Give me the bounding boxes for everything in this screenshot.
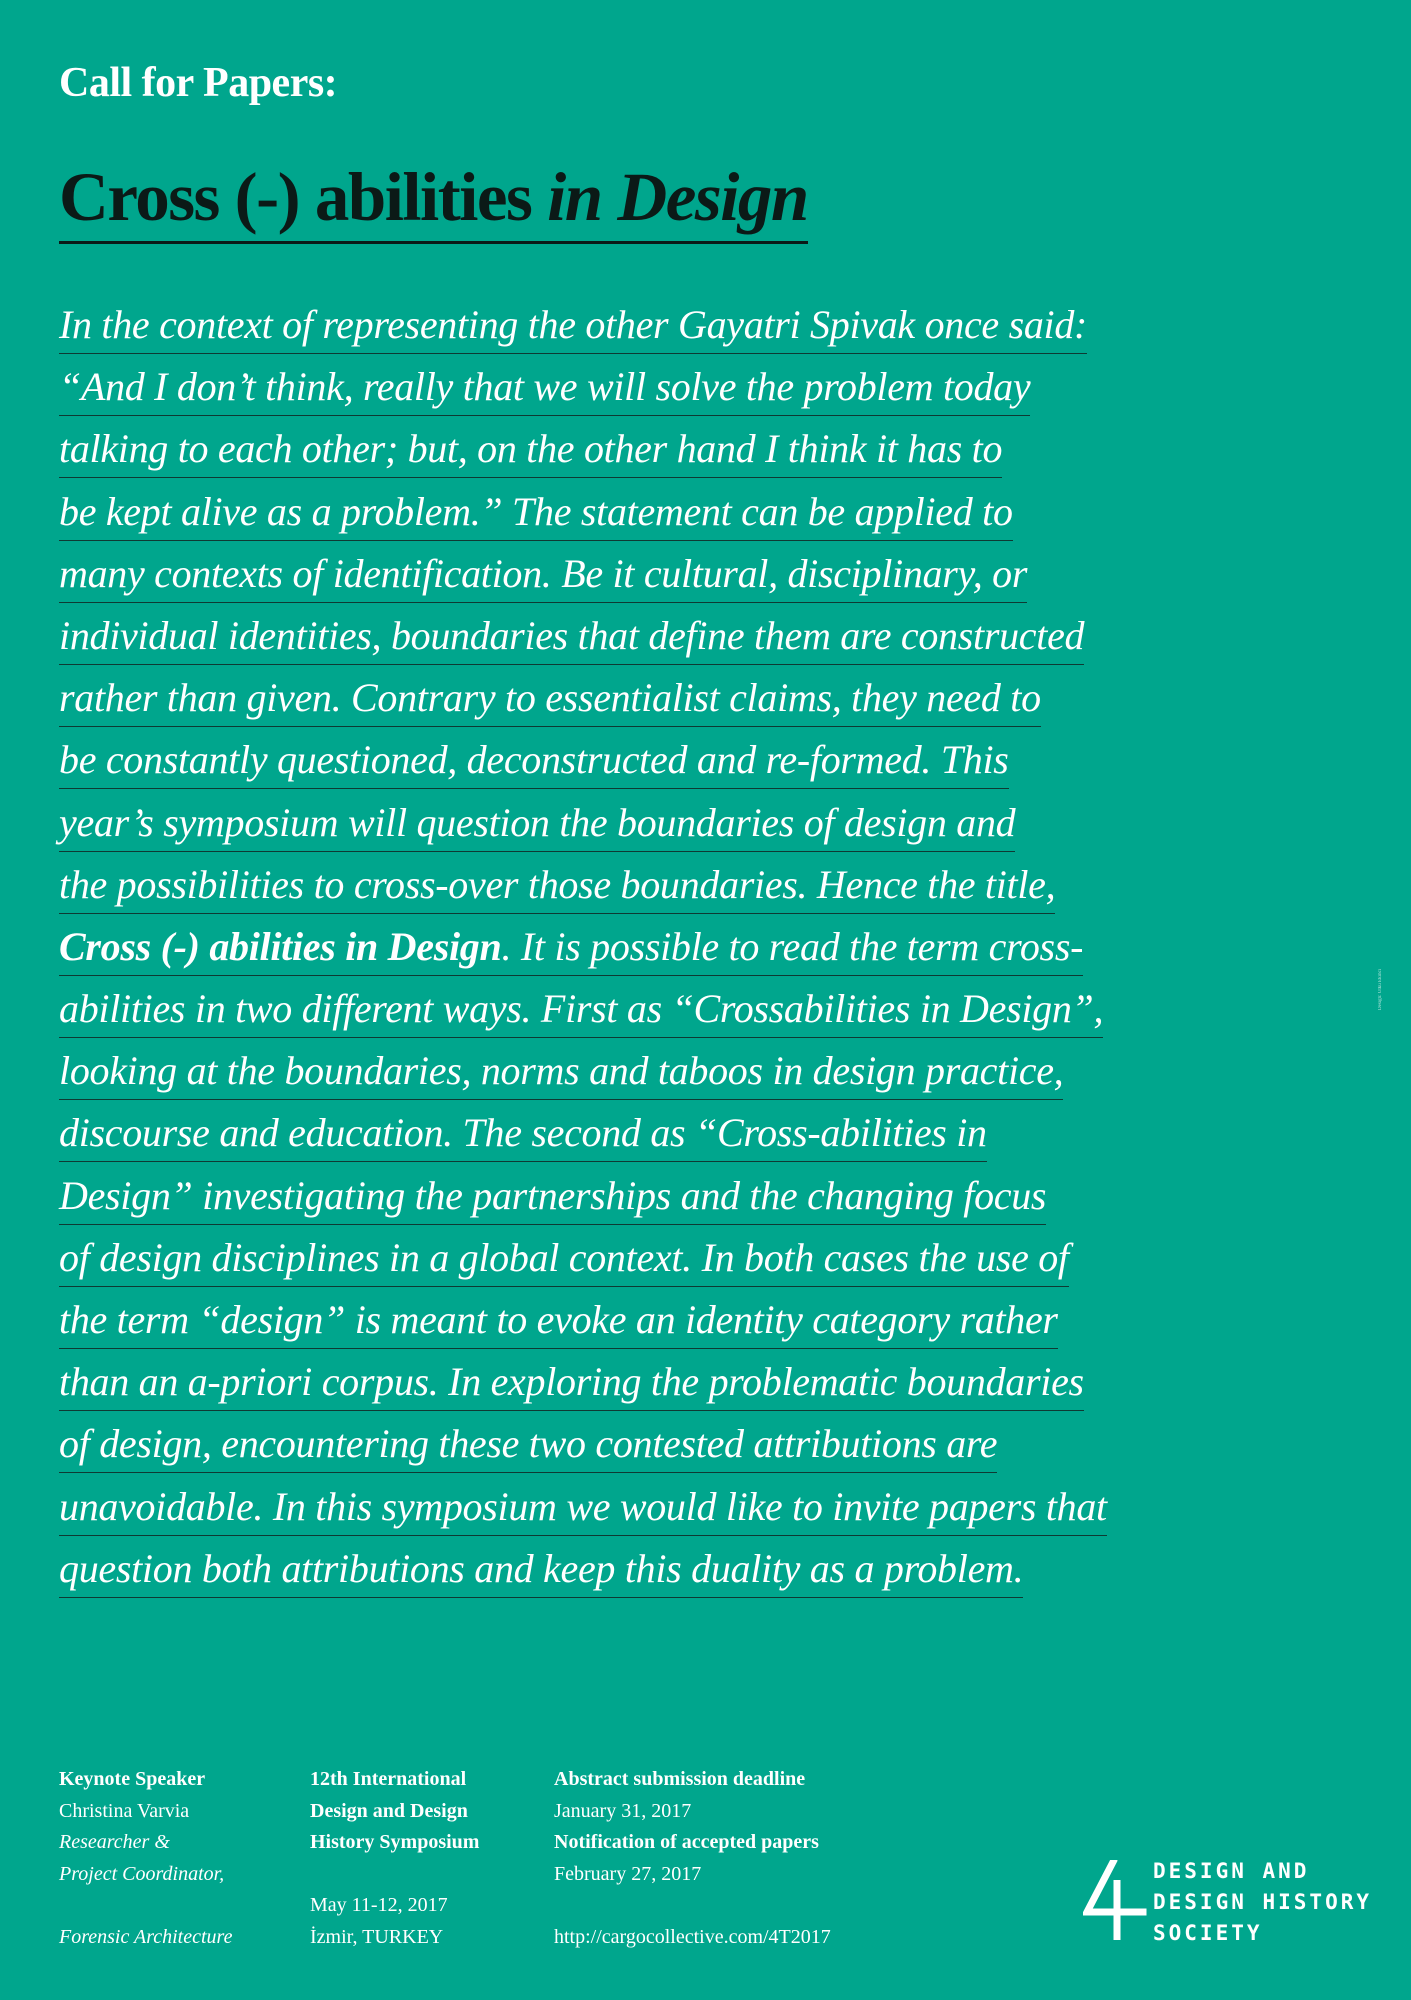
abstract-deadline-date: January 31, 2017 [554, 1799, 692, 1822]
abstract-deadline-heading: Abstract submission deadline [554, 1768, 806, 1790]
body-line: the term “design” is meant to evoke an identity category rather [59, 1291, 1229, 1349]
keynote-role-1: Researcher & [59, 1831, 170, 1853]
design-credit: Design: Utku Ekinci [1378, 968, 1383, 1010]
keynote-heading: Keynote Speaker [59, 1768, 206, 1790]
body-line: In the context of representing the other Gayatri Spivak once said: [59, 296, 1229, 354]
body-line: be kept alive as a problem.” The statement can be applied to [59, 483, 1229, 541]
keynote-block [59, 1764, 289, 1953]
body-line: Design” investigating the partnerships and the changing focus [59, 1167, 1229, 1225]
body-line: discourse and education. The second as “Cross-abilities in [59, 1104, 1229, 1162]
body-line: looking at the boundaries, norms and taboos in design practice, [59, 1042, 1229, 1100]
society-logo [1083, 1856, 1383, 1946]
body-line: rather than given. Contrary to essentialist claims, they need to [59, 669, 1229, 727]
body-line: question both attributions and keep this duality as a problem. [59, 1540, 1229, 1598]
kicker-heading: Call for Papers: [59, 60, 338, 106]
body-line: of design disciplines in a global context. In both cases the use of [59, 1229, 1229, 1287]
event-line-1: 12th International [310, 1768, 467, 1790]
event-line-3: History Symposium [310, 1831, 480, 1853]
body-line: “And I don’t think, really that we will solve the problem today [59, 358, 1229, 416]
event-dates: May 11-12, 2017 [310, 1894, 448, 1916]
body-line: of design, encountering these two contested attributions are [59, 1415, 1229, 1473]
keynote-role-2: Project Coordinator, [59, 1862, 225, 1885]
body-line: abilities in two different ways. First as “Crossabilities in Design”, [59, 980, 1229, 1038]
body-line: unavoidable. In this symposium we would like to invite papers that [59, 1478, 1229, 1536]
event-line-2: Design and Design [310, 1799, 468, 1822]
body-bold-title: Cross (-) abilities in Design [59, 923, 502, 969]
keynote-organization: Forensic Architecture [59, 1925, 233, 1948]
body-text [59, 296, 1229, 1602]
body-line: than an a-priori corpus. In exploring the problematic boundaries [59, 1353, 1229, 1411]
body-line: be constantly questioned, deconstructed and re-formed. This [59, 731, 1229, 789]
body-line: many contexts of identification. Be it cultural, disciplinary, or [59, 545, 1229, 603]
deadlines-block [554, 1764, 974, 1953]
poster-title [59, 157, 808, 244]
4t-logo-icon [1083, 1860, 1149, 1942]
title-italic: in Design [547, 159, 808, 235]
body-line: the possibilities to cross-over those boundaries. Hence the title, [59, 856, 1229, 914]
society-name: DESIGN AND DESIGN HISTORY SOCIETY [1153, 1859, 1373, 1945]
body-line: individual identities, boundaries that define them are constructed [59, 607, 1229, 665]
title-main: Cross (-) abilities [59, 159, 548, 235]
event-place: İzmir, TURKEY [310, 1925, 444, 1948]
body-line: talking to each other; but, on the other hand I think it has to [59, 420, 1229, 478]
body-line: year’s symposium will question the boundaries of design and [59, 794, 1229, 852]
notification-date: February 27, 2017 [554, 1862, 702, 1885]
keynote-name: Christina Varvia [59, 1799, 190, 1822]
notification-heading: Notification of accepted papers [554, 1831, 819, 1853]
body-line: Cross (-) abilities in Design. It is possible to read the term cross- [59, 918, 1229, 976]
event-block [310, 1764, 540, 1953]
symposium-link[interactable]: http://cargocollective.com/4T2017 [554, 1925, 831, 1948]
